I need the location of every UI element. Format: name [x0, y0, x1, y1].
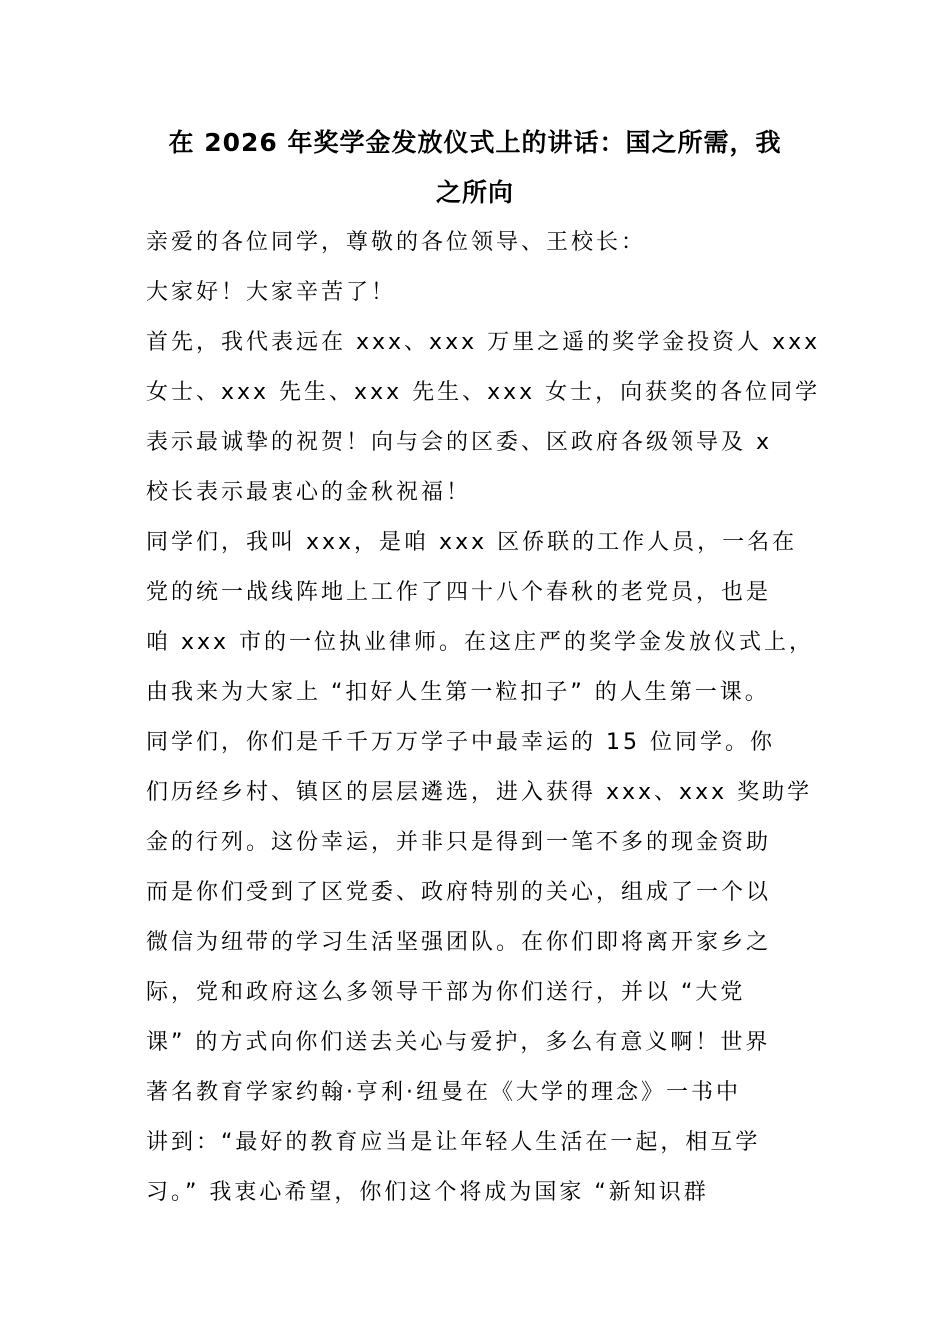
text-line: 微信为纽带的学习生活坚强团队。在你们即将离开家乡之	[146, 930, 772, 955]
text-line: 们历经乡村、镇区的层层遴选，进入获得 xxx、xxx 奖助学	[146, 780, 813, 805]
text-line: 党的统一战线阵地上工作了四十八个春秋的老党员，也是	[146, 580, 772, 605]
text-line: 著名教育学家约翰·亨利·纽曼在《大学的理念》一书中	[146, 1080, 741, 1105]
text-line: 课” 的方式向你们送去关心与爱护，多么有意义啊！世界	[146, 1030, 771, 1055]
text-line: 女士、xxx 先生、xxx 先生、xxx 女士，向获奖的各位同学	[146, 380, 821, 405]
text-line: 亲爱的各位同学，尊敬的各位领导、王校长：	[146, 230, 647, 255]
text-line: 习。” 我衷心希望，你们这个将成为国家 “新知识群	[146, 1180, 709, 1205]
document-title	[140, 118, 810, 218]
text-line: 校长表示最衷心的金秋祝福！	[146, 480, 472, 505]
text-line: 同学们，你们是千千万万学子中最幸运的 15 位同学。你	[146, 730, 775, 755]
text-line: 大家好！大家辛苦了！	[146, 280, 397, 305]
text-line: 由我来为大家上 “扣好人生第一粒扣子” 的人生第一课。	[146, 680, 770, 705]
text-line: 同学们，我叫 xxx，是咱 xxx 区侨联的工作人员，一名在	[146, 530, 798, 555]
text-line: 讲到：“最好的教育应当是让年轻人生活在一起，相互学	[146, 1130, 761, 1155]
text-line: 际，党和政府这么多领导干部为你们送行，并以 “大党	[146, 980, 746, 1005]
text-line: 咱 xxx 市的一位执业律师。在这庄严的奖学金发放仪式上，	[146, 630, 815, 655]
title-line-2: 之所向	[435, 178, 514, 207]
text-line: 而是你们受到了区党委、政府特别的关心，组成了一个以	[146, 880, 772, 905]
text-line: 金的行列。这份幸运，并非只是得到一笔不多的现金资助	[146, 830, 772, 855]
text-line: 首先，我代表远在 xxx、xxx 万里之遥的奖学金投资人 xxx	[146, 330, 821, 355]
speech-body	[146, 218, 821, 1218]
text-line: 表示最诚挚的祝贺！向与会的区委、区政府各级领导及 x	[146, 430, 773, 455]
title-line-1: 在 2026 年奖学金发放仪式上的讲话：国之所需，我	[168, 128, 782, 157]
